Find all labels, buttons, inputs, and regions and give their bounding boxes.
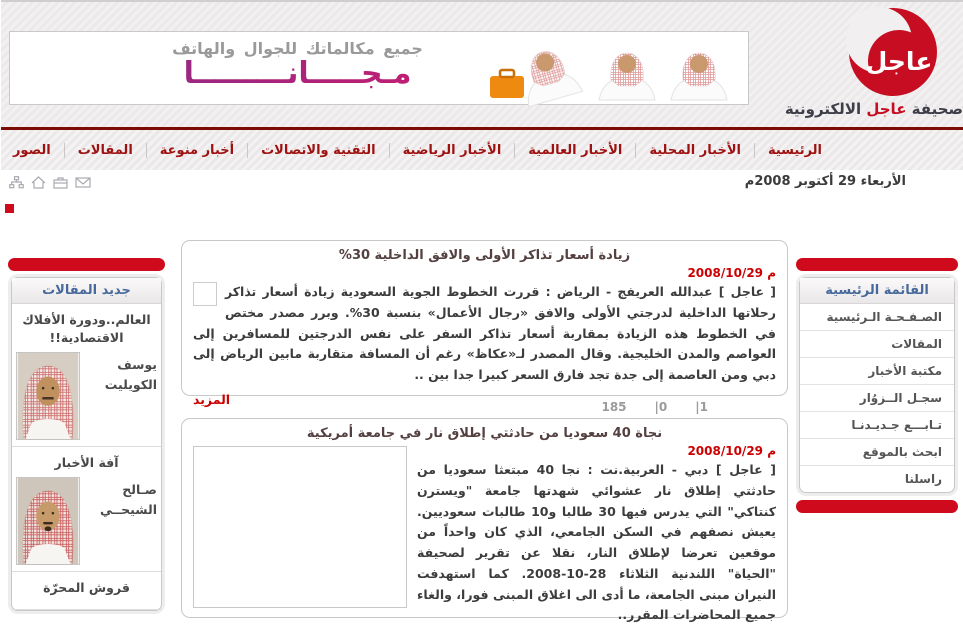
stat-views: 185 bbox=[601, 400, 627, 414]
sidebar-article-author[interactable]: يوسف الكويليت bbox=[104, 357, 157, 393]
menu-item-follow-news[interactable]: تـابـــع جـديـدنـا bbox=[800, 412, 954, 439]
list-item bbox=[12, 447, 161, 572]
left-sidebar bbox=[8, 258, 165, 611]
sidebar-article-title[interactable]: العالم..ودورة الأفلاك الاقتصادية!! bbox=[22, 312, 151, 346]
right-sidebar bbox=[796, 258, 958, 513]
article-title[interactable]: زيادة أسعار تذاكر الأولى والافق الداخلية 30% bbox=[338, 248, 631, 263]
sitemap-icon[interactable] bbox=[9, 176, 24, 189]
menu-item-contact-us[interactable]: راسلنا bbox=[904, 472, 942, 486]
mail-icon[interactable] bbox=[75, 176, 91, 189]
tagline-brand: عاجل bbox=[866, 100, 907, 118]
logo-tagline bbox=[784, 100, 963, 118]
menu-item-guestbook[interactable]: سجـل الــزوُار bbox=[800, 385, 954, 412]
logo-text: عاجل bbox=[865, 47, 933, 76]
right-sidebar-top-bar bbox=[796, 258, 958, 271]
red-bullet-icon bbox=[5, 204, 14, 213]
new-articles-header: جديد المقالات bbox=[12, 278, 161, 304]
banner-ad-text bbox=[105, 39, 490, 90]
article-thumbnail-placeholder bbox=[193, 282, 217, 306]
more-link[interactable]: المزيد bbox=[193, 391, 231, 407]
current-date: الأربعاء 29 أكتوبر 2008م bbox=[744, 174, 906, 189]
author-photo[interactable] bbox=[16, 352, 80, 440]
menu-item-site-search[interactable]: ابحث بالموقع bbox=[800, 439, 954, 466]
main-menu-box bbox=[799, 277, 955, 493]
article-body-text: [ عاجل ] عبدالله العريفج - الرياض : قررت الخطوط الجوية السعودية زيادة أسعار تذاكر رحلاتها الداخلية لدرجتي الأولى والافق «رجال الأعمال» بنسبة 30%. وبرر مصدر مختص في الخطوط هذه الزيادة بمقاربة أسعار تذاكر السفر على نفس الدرجتين للمسافرين إلى العواصم والمدن الخليجية. وقال المصدر لـ«عكاظ» رغم أن المسافة متقاربة مابين الرياض إلى دبي ومن العاصمة إلى جدة تجد فارق السعر كبيرا جدا بين .. bbox=[193, 284, 776, 382]
stat-rating: |1 bbox=[695, 400, 708, 414]
article-body: [ عاجل ] دبي - العربية.نت : نجا 40 مبتعثا سعوديا من حادثتي إطلاق نار عشوائي شهدتها جامعة "ويسترن كنتاكي" التي يدرس فيها 30 طالبا و10 طالبات سعوديين. يعيش نصفهم في السكن الجامعي، الذي كان واحداً من موقعين تعرضا لإطلاق النار، نقلا عن تقرير لصحيفة "الحياة" اللندنية الثلاثاء 28-10-2008. كما استهدفت النيران مبنى الجامعة، ما أدى الى اغلاق المبنى فورا، والغاء جميع المحاضرات المقرر.. bbox=[417, 462, 777, 623]
nav-item-sports-news[interactable]: الأخبار الرياضية bbox=[389, 143, 515, 158]
banner-ad-line2: مـجـــــانـــــــــا bbox=[105, 58, 490, 90]
menu-item-news-library[interactable]: مكتبة الأخبار bbox=[800, 358, 954, 385]
article-card bbox=[181, 418, 788, 623]
logo-mark-icon bbox=[811, 4, 961, 104]
nav-item-home[interactable]: الرئيسية bbox=[754, 143, 835, 158]
author-photo[interactable] bbox=[16, 477, 80, 565]
sidebar-article-title[interactable]: قروش المحرّة bbox=[43, 580, 130, 596]
tagline-prefix: صحيفة bbox=[911, 100, 963, 118]
banner-ad[interactable] bbox=[9, 31, 749, 105]
main-menu-header: القائمة الرئيسية bbox=[800, 278, 954, 304]
right-sidebar-bottom-bar bbox=[796, 500, 958, 513]
article-date: 2008/10/29 م bbox=[687, 444, 776, 458]
list-item bbox=[12, 572, 161, 609]
logo[interactable] bbox=[784, 2, 963, 129]
left-sidebar-top-bar bbox=[8, 258, 165, 271]
toolbar-icons bbox=[9, 176, 91, 189]
banner-ad-line1: جميع مكالماتك للجوال والهاتف bbox=[172, 39, 423, 58]
menu-item-articles[interactable]: المقالات bbox=[800, 331, 954, 358]
sidebar-article-author[interactable]: صـالح الشيحــي bbox=[99, 482, 157, 518]
tagline-suffix: الالكترونية bbox=[784, 100, 862, 118]
main-content bbox=[181, 240, 788, 623]
article-stats bbox=[181, 396, 788, 418]
nav-item-tech-telecom[interactable]: التقنية والاتصالات bbox=[247, 143, 389, 158]
briefcase-icon[interactable] bbox=[53, 176, 68, 189]
new-articles-box bbox=[11, 277, 162, 611]
list-item bbox=[12, 304, 161, 447]
article-body bbox=[193, 282, 776, 386]
article-date: 2008/10/29 م bbox=[687, 266, 776, 280]
main-nav bbox=[1, 130, 963, 170]
page-header bbox=[1, 0, 963, 129]
nav-item-articles[interactable]: المقالات bbox=[64, 143, 146, 158]
article-image-placeholder bbox=[193, 446, 407, 608]
nav-item-world-news[interactable]: الأخبار العالمية bbox=[514, 143, 635, 158]
banner-men-photo bbox=[487, 36, 746, 100]
nav-item-local-news[interactable]: الأخبار المحلية bbox=[635, 143, 754, 158]
nav-item-misc-news[interactable]: أخبار منوعة bbox=[146, 143, 247, 158]
nav-item-photos[interactable]: الصور bbox=[12, 142, 51, 158]
stat-comments: |0 bbox=[654, 400, 668, 414]
home-icon[interactable] bbox=[31, 176, 46, 189]
sidebar-article-title[interactable]: آفة الأخبار bbox=[54, 455, 119, 471]
article-title[interactable]: نجاة 40 سعوديا من حادثتي إطلاق نار في جامعة أمريكية bbox=[306, 426, 663, 441]
menu-item-homepage[interactable]: الصـفـحـة الـرئيسية bbox=[800, 304, 954, 331]
